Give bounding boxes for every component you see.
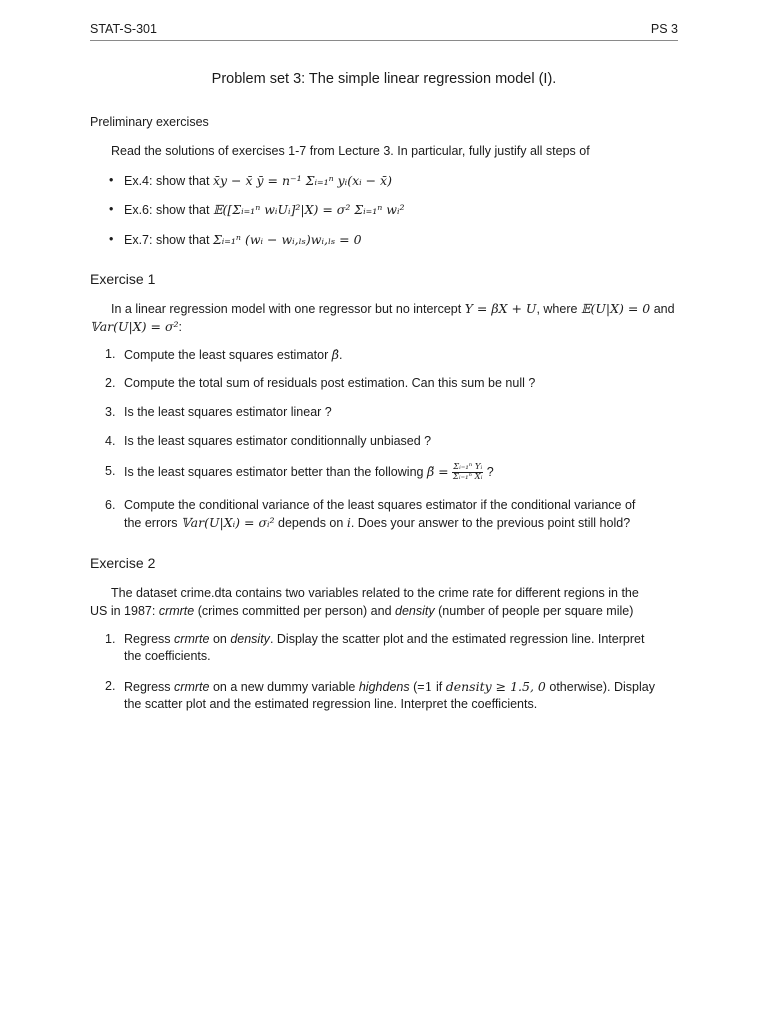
bullet-label: Ex.4: show that xyxy=(124,174,210,188)
variance-condition: 𝕍ar(U|X) = σ² xyxy=(90,319,179,334)
intro-text: US in 1987: xyxy=(90,604,156,618)
variable-name: density xyxy=(395,604,435,618)
item-number: 4. xyxy=(105,434,116,448)
item-text: Regress xyxy=(124,632,171,646)
item-text: Compute the total sum of residuals post estimation. Can this sum be null ? xyxy=(124,376,536,390)
item-text: Is the least squares estimator conditionnally unbiased ? xyxy=(124,434,432,448)
bullet-dot: • xyxy=(109,232,114,246)
problem-set-label: PS 3 xyxy=(650,22,678,36)
item-formula: β̂ xyxy=(331,347,339,362)
item-formula: β̃ = xyxy=(426,464,449,479)
bullet-label: Ex.7: show that xyxy=(124,233,210,247)
mean-condition: 𝔼(U|X) = 0 xyxy=(580,301,651,316)
item-text: the coefficients. xyxy=(124,649,211,663)
item-text: the errors xyxy=(124,516,178,530)
bullet-formula: Σᵢ₌₁ⁿ (wᵢ − wᵢ,ₗₛ)wᵢ,ₗₛ = 0 xyxy=(212,232,362,247)
item-text: Is the least squares estimator better than the following xyxy=(124,465,424,479)
fraction xyxy=(452,463,483,482)
item-number: 2. xyxy=(105,376,116,390)
item-number: 6. xyxy=(105,498,116,512)
fraction-denominator: Σᵢ₌₁ⁿ Xᵢ xyxy=(452,472,483,483)
item-text: depends on xyxy=(278,516,344,530)
model-formula: Y = βX + U xyxy=(464,301,537,316)
item-number: 2. xyxy=(105,679,116,693)
bullet-dot: • xyxy=(109,202,114,216)
item-number: 1. xyxy=(105,347,116,361)
variable-name: crmrte xyxy=(174,680,210,694)
intro-text: and xyxy=(653,302,675,316)
course-code: STAT-S-301 xyxy=(90,22,157,36)
header-rule xyxy=(90,40,678,41)
page-title: Problem set 3: The simple linear regression model (I). xyxy=(211,71,557,87)
preliminary-heading: Preliminary exercises xyxy=(90,115,209,129)
intro-text: In a linear regression model with one regressor but no intercept xyxy=(111,302,462,316)
item-formula: i xyxy=(346,515,351,530)
item-formula: density ≥ 1.5, 0 xyxy=(445,679,546,694)
item-formula: 𝕍ar(U|Xᵢ) = σᵢ² xyxy=(180,515,275,530)
item-text: Is the least squares estimator linear ? xyxy=(124,405,332,419)
exercise-1-intro xyxy=(90,300,678,336)
intro-text: The dataset crime.dta contains two variables related to the crime rate for different regions in the xyxy=(111,586,639,600)
item-text: . Display the scatter plot and the estimated regression line. Interpret xyxy=(269,632,645,646)
item-text: Regress xyxy=(124,680,171,694)
variable-name: crmrte xyxy=(174,632,210,646)
bullet-dot: • xyxy=(109,173,114,187)
intro-text: (crimes committed per person) and xyxy=(197,604,392,618)
item-text: Compute the conditional variance of the least squares estimator if the conditional variance of xyxy=(124,498,636,512)
bullet-formula: 𝔼([Σᵢ₌₁ⁿ wᵢUᵢ]²|X) = σ² Σᵢ₌₁ⁿ wᵢ² xyxy=(212,202,405,217)
item-text: . xyxy=(339,348,343,362)
variable-name: crmrte xyxy=(158,604,195,618)
item-formula: 1 xyxy=(424,679,433,694)
variable-name: density xyxy=(230,632,270,646)
fraction-numerator: Σᵢ₌₁ⁿ Yᵢ xyxy=(453,462,483,473)
intro-text: : xyxy=(178,320,182,334)
item-text: on a new dummy variable xyxy=(212,680,356,694)
item-text: ? xyxy=(486,465,494,479)
item-text: (= xyxy=(413,680,425,694)
exercise-2-heading: Exercise 2 xyxy=(90,555,156,571)
exercise-2-intro xyxy=(90,584,678,620)
bullet-formula: x̄y − x̄ ȳ = n⁻¹ Σᵢ₌₁ⁿ yᵢ(xᵢ − x̄) xyxy=(212,173,392,188)
item-text: . Does your answer to the previous point still hold? xyxy=(350,516,631,530)
preliminary-intro: Read the solutions of exercises 1-7 from Lecture 3. In particular, fully justify all steps of xyxy=(111,144,590,158)
item-text: the scatter plot and the estimated regression line. Interpret the coefficients. xyxy=(124,697,538,711)
item-number: 5. xyxy=(105,464,116,478)
exercise-2-list xyxy=(90,631,678,721)
exercise-1-list xyxy=(90,346,678,546)
item-text: otherwise). Display xyxy=(549,680,655,694)
item-number: 3. xyxy=(105,405,116,419)
page-header xyxy=(90,22,678,40)
intro-text: (number of people per square mile) xyxy=(438,604,634,618)
intro-text: , where xyxy=(536,302,578,316)
item-number: 1. xyxy=(105,632,116,646)
variable-name: highdens xyxy=(358,680,410,694)
item-text: on xyxy=(212,632,227,646)
bullet-label: Ex.6: show that xyxy=(124,203,210,217)
item-text: Compute the least squares estimator xyxy=(124,348,329,362)
item-text: if xyxy=(436,680,443,694)
exercise-1-heading: Exercise 1 xyxy=(90,271,156,287)
